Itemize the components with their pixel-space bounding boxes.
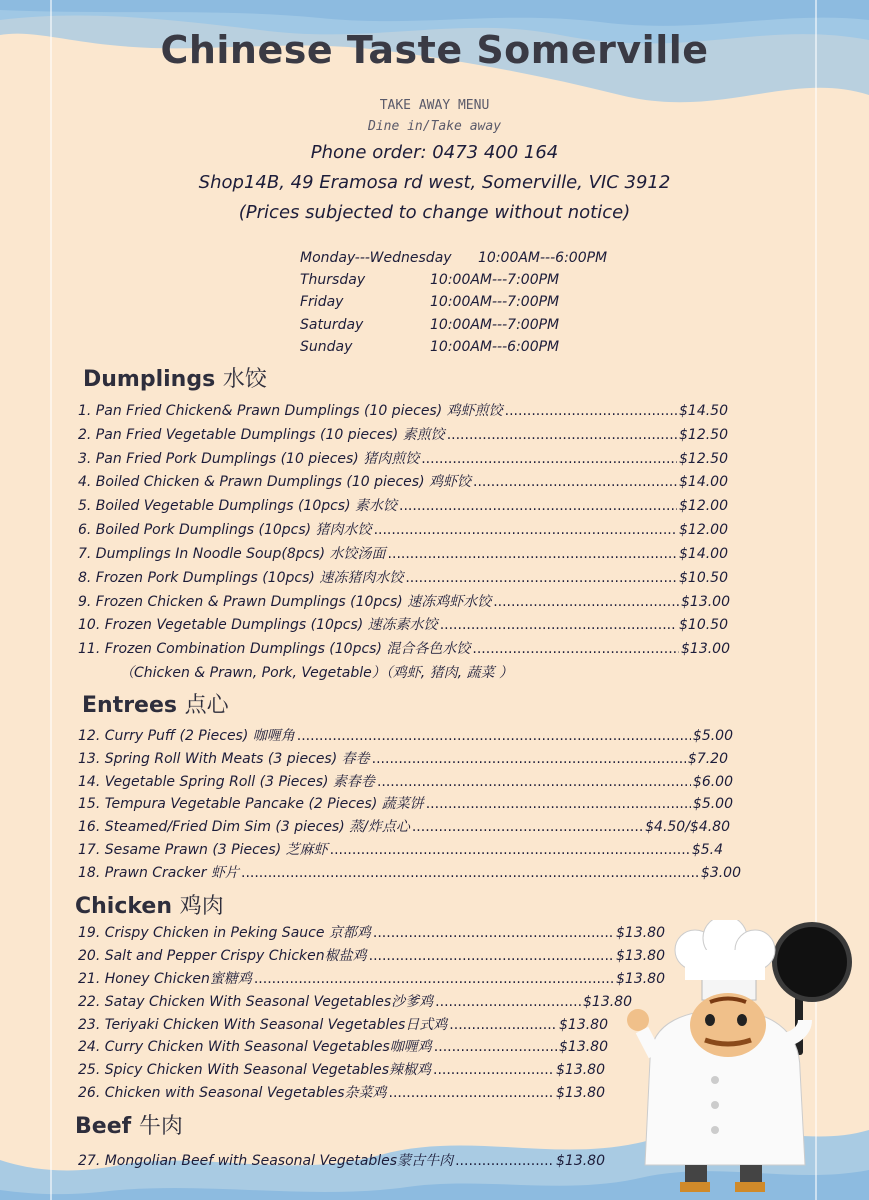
- menu-item: [78, 1059, 605, 1079]
- leader-dots: [389, 1085, 555, 1101]
- menu-item-price: $12.50: [679, 451, 728, 467]
- menu-item: [78, 725, 733, 745]
- menu-item-name: 12. Curry Puff (2 Pieces) 咖喱角: [78, 728, 295, 744]
- hours-time: 10:00AM---6:00PM: [478, 250, 608, 266]
- menu-item: [78, 1150, 605, 1170]
- menu-item-price: $13.80: [583, 994, 632, 1010]
- leader-dots: [372, 751, 686, 767]
- leader-dots: [447, 427, 677, 443]
- section-title-cn: 点心: [184, 693, 229, 718]
- menu-item-name: 16. Steamed/Fried Dim Sim (3 pieces) 蒸/炸点心: [78, 819, 410, 835]
- menu-item-price: $4.50/$4.80: [645, 819, 730, 835]
- menu-item-price: $13.80: [616, 971, 665, 987]
- menu-item-name: 15. Tempura Vegetable Pancake (2 Pieces) 蔬菜饼: [78, 796, 424, 812]
- menu-item: [78, 1082, 605, 1102]
- hours-day: Saturday: [300, 316, 364, 333]
- section-title-dumplings: [83, 362, 267, 393]
- menu-item-price: $12.00: [679, 522, 728, 538]
- menu-item: [78, 991, 632, 1011]
- menu-item-name: 21. Honey Chicken蜜糖鸡: [78, 971, 252, 987]
- menu-item-name: 17. Sesame Prawn (3 Pieces) 芝麻虾: [78, 842, 328, 858]
- leader-dots: [505, 403, 677, 419]
- leader-dots: [405, 570, 677, 586]
- menu-item-price: $5.4: [691, 842, 723, 858]
- dine-options: Dine in/Take away: [367, 119, 502, 134]
- menu-item-name: 26. Chicken with Seasonal Vegetables杂菜鸡: [78, 1085, 387, 1101]
- menu-item: [78, 400, 728, 420]
- section-title-beef: [75, 1109, 183, 1140]
- address: Shop14B, 49 Eramosa rd west, Somerville, VIC 3912: [198, 172, 671, 193]
- menu-item: [78, 816, 730, 836]
- hours-row: [300, 317, 660, 339]
- leader-dots: [254, 971, 614, 987]
- menu-item-name: 18. Prawn Cracker 虾片: [78, 865, 239, 881]
- leader-dots: [412, 819, 643, 835]
- section-title-cn: 水饺: [222, 367, 267, 392]
- menu-item-name: 19. Crispy Chicken in Peking Sauce 京都鸡: [78, 925, 371, 941]
- hours-time: 10:00AM---7:00PM: [430, 294, 560, 311]
- leader-dots: [455, 1153, 554, 1169]
- menu-item: [78, 748, 728, 768]
- menu-type: TAKE AWAY MENU: [379, 98, 490, 113]
- menu-item-price: $14.50: [679, 403, 728, 419]
- menu-item-name: 5. Boiled Vegetable Dumplings (10pcs) 素水饺: [78, 498, 398, 514]
- menu-item-price: $5.00: [692, 728, 733, 744]
- menu-item-price: $10.50: [679, 570, 728, 586]
- menu-item: [78, 495, 728, 515]
- menu-item: [78, 519, 728, 539]
- leader-dots: [377, 774, 691, 790]
- restaurant-title: Chinese Taste Somerville: [160, 28, 709, 72]
- menu-item-name: 6. Boiled Pork Dumplings (10pcs) 猪肉水饺: [78, 522, 372, 538]
- menu-item-name: 27. Mongolian Beef with Seasonal Vegetables蒙古牛肉: [78, 1153, 454, 1169]
- menu-item-name: 10. Frozen Vegetable Dumplings (10pcs) 速冻素水饺: [78, 617, 438, 633]
- menu-item-name: 23. Teriyaki Chicken With Seasonal Vegetables日式鸡: [78, 1017, 448, 1033]
- leader-dots: [473, 474, 677, 490]
- menu-item: [78, 591, 730, 611]
- menu-item-name: 24. Curry Chicken With Seasonal Vegetables咖喱鸡: [78, 1039, 432, 1055]
- section-title-en: Beef: [75, 1114, 132, 1139]
- menu-item-name: 13. Spring Roll With Meats (3 pieces) 春卷: [78, 751, 370, 767]
- menu-item-price: $7.20: [687, 751, 728, 767]
- section-title-cn: 鸡肉: [179, 894, 224, 919]
- menu-item-price: $13.80: [556, 1062, 605, 1078]
- menu-item-price: $13.80: [556, 1153, 605, 1169]
- leader-dots: [426, 796, 691, 812]
- menu-item-name: 22. Satay Chicken With Seasonal Vegetables沙爹鸡: [78, 994, 434, 1010]
- menu-item-name: 25. Spicy Chicken With Seasonal Vegetables辣椒鸡: [78, 1062, 431, 1078]
- menu-item: [78, 945, 665, 965]
- leader-dots: [388, 546, 677, 562]
- menu-item: [78, 922, 665, 942]
- hours-day: Sunday: [300, 338, 353, 355]
- leader-dots: [373, 925, 614, 941]
- section-title-chicken: [75, 889, 224, 920]
- section-title-entrees: [82, 688, 229, 719]
- menu-item-price: $10.50: [679, 617, 728, 633]
- leader-dots: [399, 498, 677, 514]
- menu-item: [78, 1014, 608, 1034]
- menu-item-price: $13.00: [681, 594, 730, 610]
- leader-dots: [330, 842, 690, 858]
- menu-item-name: 3. Pan Fried Pork Dumplings (10 pieces) 猪肉煎饺: [78, 451, 420, 467]
- section-title-en: Dumplings: [83, 367, 216, 392]
- menu-item-name: 2. Pan Fried Vegetable Dumplings (10 pieces) 素煎饺: [78, 427, 445, 443]
- menu-item-name: 7. Dumplings In Noodle Soup(8pcs) 水饺汤面: [78, 546, 386, 562]
- menu-item: [78, 638, 730, 658]
- menu-item-price: $14.00: [679, 546, 728, 562]
- menu-item: [78, 614, 728, 634]
- menu-item-price: $14.00: [679, 474, 728, 490]
- hours-row: [300, 294, 660, 316]
- menu-item-name: 4. Boiled Chicken & Prawn Dumplings (10 pieces) 鸡虾饺: [78, 474, 471, 490]
- menu-item-price: $5.00: [692, 796, 733, 812]
- leader-dots: [449, 1017, 557, 1033]
- phone-order: Phone order: 0473 400 164: [310, 142, 559, 163]
- menu-item-name: 8. Frozen Pork Dumplings (10pcs) 速冻猪肉水饺: [78, 570, 404, 586]
- price-note: (Prices subjected to change without notice): [238, 202, 631, 223]
- menu-item-price: $3.00: [700, 865, 741, 881]
- leader-dots: [421, 451, 677, 467]
- menu-item: [78, 543, 728, 563]
- menu-item-price: $12.50: [679, 427, 728, 443]
- leader-dots: [241, 865, 699, 881]
- section-title-en: Chicken: [75, 894, 173, 919]
- leader-dots: [297, 728, 691, 744]
- menu-item-price: $13.80: [559, 1017, 608, 1033]
- menu-item-name: 11. Frozen Combination Dumplings (10pcs) 混合各色水饺: [78, 641, 471, 657]
- menu-item-price: $12.00: [679, 498, 728, 514]
- hours-day: Monday---Wednesday: [300, 250, 452, 266]
- menu-item: [78, 448, 728, 468]
- hours-day: Thursday: [300, 272, 366, 289]
- menu-item-name: 14. Vegetable Spring Roll (3 Pieces) 素春卷: [78, 774, 375, 790]
- menu-item: [78, 793, 733, 813]
- hours-time: 10:00AM---7:00PM: [430, 272, 560, 289]
- menu-item-name: 20. Salt and Pepper Crispy Chicken椒盐鸡: [78, 948, 367, 964]
- menu-item-price: $13.00: [681, 641, 730, 657]
- menu-item: [78, 424, 728, 444]
- opening-hours: [300, 250, 660, 361]
- leader-dots: [434, 1039, 557, 1055]
- leader-dots: [433, 1062, 554, 1078]
- menu-item: [78, 771, 733, 791]
- hours-time: 10:00AM---7:00PM: [430, 316, 560, 333]
- hours-row: [300, 272, 660, 294]
- menu-item: [78, 471, 728, 491]
- menu-item-price: $13.80: [559, 1039, 608, 1055]
- section-title-en: Entrees: [82, 693, 177, 718]
- menu-item-price: $13.80: [556, 1085, 605, 1101]
- hours-time: 10:00AM---6:00PM: [430, 338, 560, 355]
- menu-item-price: $13.80: [616, 925, 665, 941]
- leader-dots: [472, 641, 679, 657]
- hours-day: Friday: [300, 294, 344, 311]
- menu-item-price: $6.00: [692, 774, 733, 790]
- leader-dots: [440, 617, 677, 633]
- menu-item: [78, 968, 665, 988]
- section-title-cn: 牛肉: [138, 1114, 183, 1139]
- leader-dots: [374, 522, 677, 538]
- menu-item: [78, 567, 728, 587]
- leader-dots: [435, 994, 581, 1010]
- menu-item-name: 1. Pan Fried Chicken& Prawn Dumplings (10 pieces) 鸡虾煎饺: [78, 403, 503, 419]
- menu-item: [78, 862, 741, 882]
- hours-row: [300, 339, 660, 361]
- chef-holding-frying-pan-icon: [610, 920, 860, 1200]
- menu-item-name: 9. Frozen Chicken & Prawn Dumplings (10pcs) 速冻鸡虾水饺: [78, 594, 492, 610]
- menu-item-price: $13.80: [616, 948, 665, 964]
- leader-dots: [493, 594, 679, 610]
- leader-dots: [369, 948, 614, 964]
- menu-item: [78, 839, 723, 859]
- hours-row: [300, 250, 660, 272]
- combination-note: （Chicken & Prawn, Pork, Vegetable）（鸡虾, 猪肉, 蔬菜 ）: [120, 665, 513, 681]
- menu-item: [78, 1036, 608, 1056]
